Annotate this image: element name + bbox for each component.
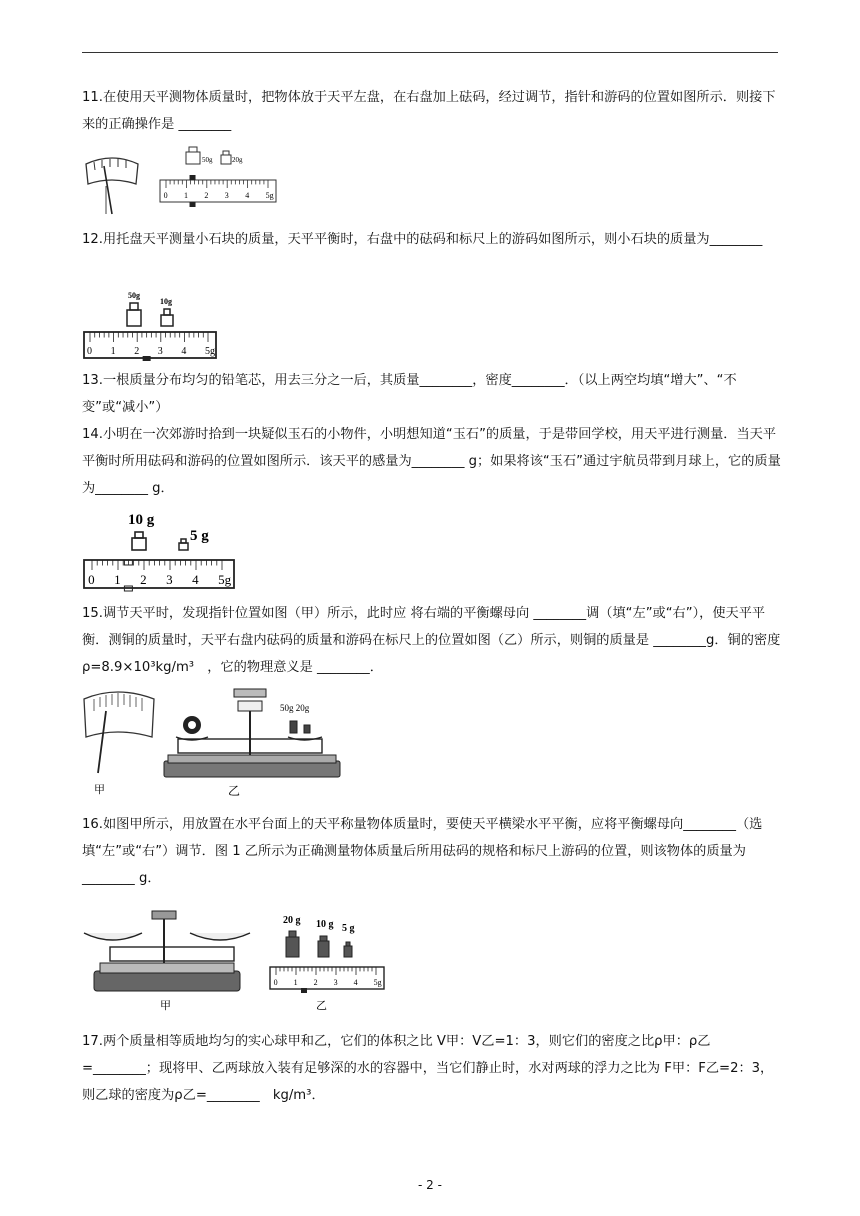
figure-label-b: 乙	[228, 784, 241, 798]
weight-label: 50g	[202, 156, 213, 164]
scale-label: 4	[353, 978, 358, 987]
scale-label: 3	[224, 191, 229, 200]
scale-label: 5g	[265, 191, 274, 200]
question-12: 12.用托盘天平测量小石块的质量，天平平衡时，右盘中的砝码和标尺上的游码如图所示，则小石块的质量为________	[82, 232, 763, 247]
scale-label: 5g	[205, 346, 215, 357]
scale-label: 1	[184, 191, 188, 200]
scale-label: 3	[157, 346, 163, 357]
question-13: 13.一根质量分布均匀的铅笔芯，用去三分之一后，其质量________，密度________．（以上两空均填“增大”、“不变”或“减小”）	[82, 373, 737, 415]
weight-label: 10g	[160, 297, 172, 306]
rider	[190, 175, 196, 180]
weight-label: 10 g	[128, 512, 155, 528]
figure-q11	[82, 142, 282, 216]
scale-label: 4	[245, 191, 250, 200]
weight-label: 50g 20g	[280, 703, 310, 713]
question-16: 16.如图甲所示，用放置在水平台面上的天平称量物体质量时，要使天平横梁水平平衡，应将平衡螺母向________（选填“左”或“右”）调节．图 1 乙所示为正确测量物体质量后所用砝码的规格和标尺上游码的位置，则该物体的质量为 ________ g．	[82, 817, 763, 886]
scale-label: 3	[333, 978, 338, 987]
figure-label-a: 甲	[160, 1000, 171, 1012]
weight-label: 20 g	[283, 915, 301, 926]
question-17: 17.两个质量相等质地均匀的实心球甲和乙，它们的体积之比 V甲：V乙=1：3，则它们的密度之比ρ甲：ρ乙=________；现将甲、乙两球放入装有足够深的水的容器中，当它们静止时，水对两球的浮力之比为 F甲：F乙=2：3，则乙球的密度为ρ乙=________ kg/m³．	[82, 1034, 774, 1103]
weight-label: 50g	[128, 291, 140, 300]
rider	[143, 356, 151, 361]
figure-q12	[82, 288, 222, 364]
header-rule	[82, 52, 778, 53]
figure-q14	[82, 508, 242, 594]
weight-label: 20g	[232, 156, 243, 164]
rider	[190, 202, 196, 207]
scale-label: 5g	[218, 572, 232, 587]
scale-label: 0	[273, 978, 278, 987]
scale-label: 2	[134, 346, 140, 357]
weight-label: 10 g	[316, 919, 334, 930]
scale-label: 4	[181, 346, 187, 357]
scale-label: 0	[163, 191, 168, 200]
weight-label: 5 g	[190, 528, 209, 544]
scale-label: 3	[166, 572, 173, 587]
scale-label: 0	[88, 572, 95, 587]
question-11: 11.在使用天平测物体质量时，把物体放于天平左盘，在右盘加上砝码，经过调节，指针和游码的位置如图所示．则接下来的正确操作是 ________	[82, 90, 776, 132]
figure-q15	[82, 685, 342, 800]
scale-label: 2	[313, 978, 318, 987]
rider	[301, 988, 307, 993]
figure-label-b: 乙	[316, 1000, 327, 1012]
scale-label: 2	[204, 191, 209, 200]
figure-q16	[80, 905, 400, 1015]
scale-label: 1	[114, 572, 121, 587]
scale-label: 0	[87, 346, 92, 357]
question-15: 15.调节天平时，发现指针位置如图（甲）所示，此时应 将右端的平衡螺母向 ________调（填“左”或“右”），使天平平衡．测铜的质量时，天平右盘内砝码的质量和游码在标尺上的位置如图（乙）所示，则铜的质量是 ________g．铜的密度ρ=8.9×10³kg/m³ ，它的物理意义是 ________．	[82, 606, 781, 675]
scale-label: 1	[110, 346, 116, 357]
scale-label: 4	[192, 572, 199, 587]
scale-label: 2	[140, 572, 147, 587]
figure-label-a: 甲	[94, 784, 105, 796]
scale-label: 5g	[373, 978, 382, 987]
question-14: 14.小明在一次郊游时拾到一块疑似玉石的小物件，小明想知道“玉石”的质量，于是带回学校，用天平进行测量．当天平平衡时所用砝码和游码的位置如图所示．该天平的感量为________ g；如果将该“玉石”通过宇航员带到月球上，它的质量为________ g．	[82, 427, 781, 496]
weight-label: 5 g	[342, 923, 355, 934]
scale-label: 1	[293, 978, 298, 987]
page-number: - 2 -	[418, 1178, 442, 1192]
